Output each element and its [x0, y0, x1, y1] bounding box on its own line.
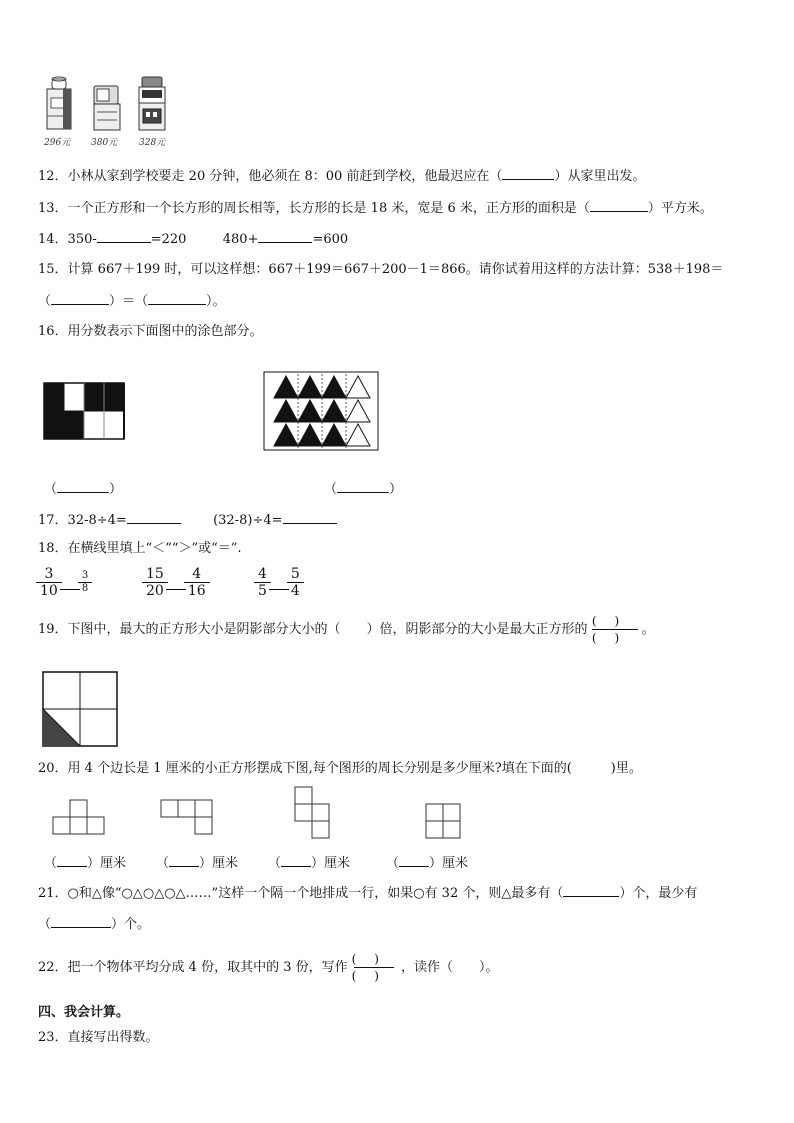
q13-answer-blank[interactable]	[590, 198, 648, 212]
q18-blank-1[interactable]	[60, 576, 80, 590]
q20-answer-4	[386, 852, 468, 871]
q19-fraction-blank[interactable]	[592, 614, 638, 645]
q19-text-pre: 19．下图中，最大的正方形大小是阴影部分大小的（ ）倍，阴影部分的大小是最大正方形的	[38, 621, 588, 637]
q14-b-pre: 480+	[222, 232, 259, 247]
q12-text-post: ）从家里出发。	[554, 169, 646, 184]
question-20: 20．用 4 个边长是 1 厘米的小正方形摆成下图,每个图形的周长分别是多少厘米?填在下面的( )里。	[38, 761, 642, 776]
q14-a-pre: 14．350-	[38, 232, 97, 247]
q20-blank-3[interactable]	[281, 853, 311, 867]
q19-den-bracket: ()	[591, 631, 638, 645]
q14-a-post: =220	[150, 232, 187, 247]
question-15-line1: 15．计算 667＋199 时，可以这样想：667＋199＝667＋200－1＝866。请你试着用这样的方法计算：538＋198＝	[38, 262, 724, 277]
question-15-line2	[38, 291, 226, 311]
frac-num: 4	[192, 566, 202, 582]
q20-shape-4	[426, 804, 460, 838]
q20-shape-3	[295, 787, 329, 838]
q21-text-post: ）个，最少有	[619, 886, 698, 901]
q18-pair-3	[256, 566, 302, 599]
q20-shapes	[52, 786, 472, 842]
q16-a2-close: ）	[389, 482, 403, 497]
q12-text-pre: 12．小林从家到学校要走 20 分钟，他必须在 8：00 前赶到学校，他最迟应在（	[38, 169, 503, 184]
q20-open-2: （	[156, 856, 170, 871]
q21-l2-close: ）个。	[111, 917, 151, 932]
q18-frac	[144, 566, 166, 599]
q19-square-figure	[42, 671, 120, 749]
q16-blank-1[interactable]	[57, 479, 109, 493]
question-23: 23．直接写出得数。	[38, 1030, 159, 1045]
q22-fraction-blank[interactable]	[352, 952, 397, 983]
section-4-heading: 四、我会计算。	[38, 1005, 130, 1020]
question-21-line1	[38, 883, 697, 903]
q15-close: ）。	[206, 294, 226, 309]
frac-den: 5	[258, 583, 267, 599]
q20-blank-4[interactable]	[399, 853, 429, 867]
frac-den: 8	[81, 583, 89, 594]
q20-close-2: ）	[199, 856, 213, 871]
question-18: 18．在横线里填上“＜”“＞”或“＝”.	[38, 541, 242, 556]
frac-num: 5	[290, 566, 300, 582]
q17-expr-a: 17．32-8÷4=	[38, 513, 127, 528]
question-16: 16．用分数表示下面图中的涂色部分。	[38, 324, 263, 339]
question-17	[38, 510, 337, 530]
price-3: 328元	[139, 138, 166, 148]
q22-den-bracket: ()	[351, 969, 397, 983]
q15-blank-1[interactable]	[51, 291, 109, 305]
q20-close-3: ）	[311, 856, 325, 871]
frac-den: 16	[187, 583, 206, 599]
question-13	[38, 198, 713, 218]
frac-num: 15	[146, 566, 164, 582]
product-illustrations	[38, 76, 188, 148]
q16-answer-1	[44, 479, 122, 499]
frac-num: 3	[44, 566, 54, 582]
price-1: 296元	[44, 138, 71, 148]
q20-unit-2: 厘米	[212, 856, 239, 871]
q20-shape-1	[53, 800, 104, 834]
q14-blank-b[interactable]	[258, 229, 312, 243]
q16-answer-2	[324, 479, 402, 499]
frac-num: 4	[258, 566, 267, 582]
q15-mid: ）＝（	[109, 294, 149, 309]
q17-blank-b[interactable]	[283, 510, 337, 524]
q18-frac	[186, 566, 208, 599]
q16-a1-close: ）	[109, 482, 123, 497]
question-12	[38, 166, 645, 186]
q21-blank-max[interactable]	[563, 883, 619, 897]
q18-pair-2	[144, 566, 208, 599]
q20-answer-3	[268, 852, 350, 871]
q14-b-post: =600	[312, 232, 349, 247]
q22-num-bracket: ()	[351, 952, 397, 966]
q12-answer-blank[interactable]	[502, 166, 554, 180]
q20-close-4: ）	[429, 856, 443, 871]
question-14	[38, 229, 348, 249]
q20-open-1: （	[44, 856, 58, 871]
q16-grid-figure	[44, 383, 126, 441]
q20-open-4: （	[386, 856, 400, 871]
q17-blank-a[interactable]	[127, 510, 181, 524]
q18-pair-1	[38, 566, 90, 599]
q20-unit-4: 厘米	[442, 856, 469, 871]
microwave-image	[94, 86, 120, 130]
q20-answer-2	[156, 852, 238, 871]
q18-frac	[38, 566, 60, 599]
q20-shape-2	[161, 800, 212, 834]
q20-open-3: （	[268, 856, 282, 871]
q17-expr-b: (32-8)÷4=	[213, 513, 283, 528]
q16-triangle-figure	[264, 372, 380, 452]
cooker-image	[139, 77, 165, 130]
product-images	[38, 76, 188, 148]
question-22	[38, 952, 499, 983]
q20-blank-1[interactable]	[57, 853, 87, 867]
q15-blank-2[interactable]	[148, 291, 206, 305]
q18-blank-2[interactable]	[166, 576, 186, 590]
q20-close-1: ）	[87, 856, 101, 871]
q22-text-post: ，读作（ ）。	[401, 959, 499, 975]
q20-unit-3: 厘米	[324, 856, 351, 871]
q20-answer-1	[44, 852, 126, 871]
question-19	[38, 614, 655, 645]
q13-text-post: ）平方米。	[647, 201, 713, 216]
q15-open: （	[38, 294, 52, 309]
frac-den: 4	[290, 583, 300, 599]
q14-blank-a[interactable]	[97, 229, 151, 243]
q16-a1-open: （	[44, 482, 58, 497]
frac-num: 3	[81, 570, 89, 581]
price-2: 380元	[91, 138, 118, 148]
q20-unit-1: 厘米	[100, 856, 127, 871]
q13-text-pre: 13．一个正方形和一个长方形的周长相等，长方形的长是 18 米，宽是 6 米，正方形的面积是（	[38, 201, 590, 216]
q21-l2-open: （	[38, 917, 52, 932]
q19-text-post: 。	[641, 621, 655, 637]
frac-den: 10	[40, 583, 58, 599]
q16-a2-open: （	[324, 482, 338, 497]
question-21-line2	[38, 914, 150, 934]
q18-blank-3[interactable]	[269, 576, 289, 590]
q18-frac	[80, 570, 90, 595]
water-dispenser-image	[47, 77, 71, 129]
q19-num-bracket: ()	[591, 614, 638, 628]
q22-text-pre: 22．把一个物体平均分成 4 份，取其中的 3 份，写作	[38, 959, 348, 975]
q18-frac	[256, 566, 269, 599]
q16-blank-2[interactable]	[337, 479, 389, 493]
q20-blank-2[interactable]	[169, 853, 199, 867]
frac-den: 20	[146, 583, 164, 599]
q18-frac	[289, 566, 302, 599]
q21-text-pre: 21．○和△像“○△○△○△……”这样一个隔一个地排成一行，如果○有 32 个，则△最多有（	[38, 886, 564, 901]
q21-blank-min[interactable]	[51, 914, 111, 928]
